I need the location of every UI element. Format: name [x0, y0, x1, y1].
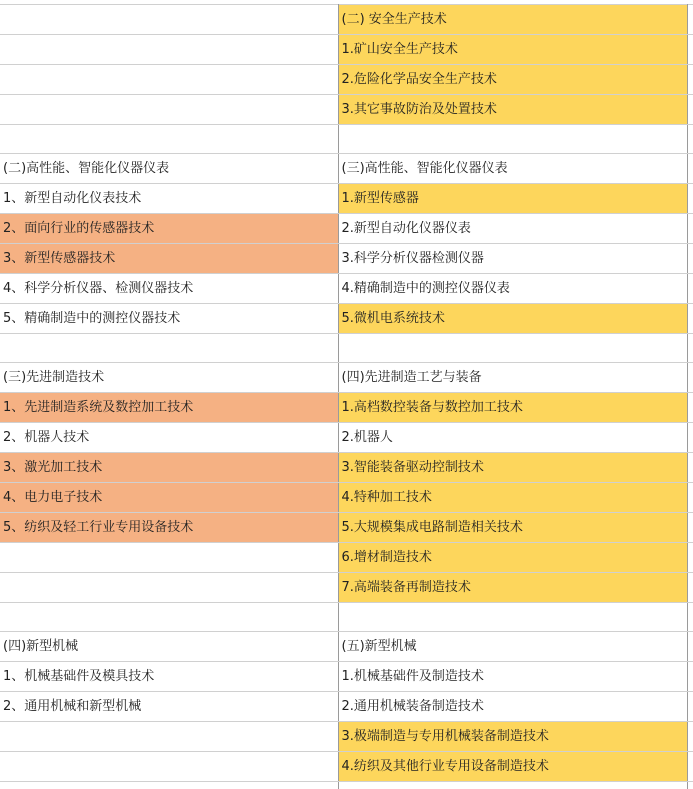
- sheet-row: [0, 782, 693, 789]
- sheet-row: [0, 363, 693, 393]
- right-cell[interactable]: 3.其它事故防治及处置技术: [338, 95, 687, 125]
- left-cell[interactable]: 2、通用机械和新型机械: [0, 692, 338, 722]
- right-cell[interactable]: (四)先进制造工艺与装备: [338, 363, 687, 393]
- next-column-cell[interactable]: [687, 363, 693, 393]
- right-cell[interactable]: 3.科学分析仪器检测仪器: [338, 244, 687, 274]
- left-cell[interactable]: 1、新型自动化仪表技术: [0, 184, 338, 214]
- sheet-row: [0, 5, 693, 35]
- right-cell[interactable]: 2.新型自动化仪器仪表: [338, 214, 687, 244]
- left-cell[interactable]: 4、科学分析仪器、检测仪器技术: [0, 274, 338, 304]
- left-cell[interactable]: 3、新型传感器技术: [0, 244, 338, 274]
- next-column-cell[interactable]: [687, 184, 693, 214]
- left-cell[interactable]: [0, 722, 338, 752]
- next-column-cell[interactable]: [687, 244, 693, 274]
- sheet-row: [0, 513, 693, 543]
- sheet-row: [0, 573, 693, 603]
- next-column-cell[interactable]: [687, 573, 693, 603]
- left-cell[interactable]: 1、机械基础件及模具技术: [0, 662, 338, 692]
- sheet-row: [0, 95, 693, 125]
- next-column-cell[interactable]: [687, 483, 693, 513]
- right-cell[interactable]: 1.矿山安全生产技术: [338, 35, 687, 65]
- next-column-cell[interactable]: [687, 423, 693, 453]
- next-column-cell[interactable]: [687, 334, 693, 363]
- left-cell[interactable]: 5、精确制造中的测控仪器技术: [0, 304, 338, 334]
- next-column-cell[interactable]: [687, 692, 693, 722]
- left-cell[interactable]: [0, 543, 338, 573]
- right-cell[interactable]: [338, 334, 687, 363]
- sheet-row: [0, 184, 693, 214]
- next-column-cell[interactable]: [687, 274, 693, 304]
- next-column-cell[interactable]: [687, 304, 693, 334]
- next-column-cell[interactable]: [687, 752, 693, 782]
- spreadsheet-grid: [0, 4, 693, 789]
- sheet-row: [0, 662, 693, 692]
- right-cell[interactable]: 1.新型传感器: [338, 184, 687, 214]
- left-cell[interactable]: 3、激光加工技术: [0, 453, 338, 483]
- sheet-row: [0, 125, 693, 154]
- next-column-cell[interactable]: [687, 95, 693, 125]
- right-cell[interactable]: 4.特种加工技术: [338, 483, 687, 513]
- right-cell[interactable]: 6.增材制造技术: [338, 543, 687, 573]
- left-cell[interactable]: [0, 603, 338, 632]
- sheet-row: [0, 65, 693, 95]
- right-cell[interactable]: 5.大规模集成电路制造相关技术: [338, 513, 687, 543]
- sheet-row: [0, 304, 693, 334]
- left-cell[interactable]: [0, 5, 338, 35]
- next-column-cell[interactable]: [687, 632, 693, 662]
- next-column-cell[interactable]: [687, 662, 693, 692]
- next-column-cell[interactable]: [687, 5, 693, 35]
- left-cell[interactable]: (二)高性能、智能化仪器仪表: [0, 154, 338, 184]
- sheet-row: [0, 393, 693, 423]
- grid-body: [0, 5, 693, 789]
- sheet-row: [0, 692, 693, 722]
- left-cell[interactable]: 2、机器人技术: [0, 423, 338, 453]
- right-cell[interactable]: 7.高端装备再制造技术: [338, 573, 687, 603]
- left-cell[interactable]: [0, 35, 338, 65]
- left-cell[interactable]: [0, 65, 338, 95]
- next-column-cell[interactable]: [687, 782, 693, 789]
- left-cell[interactable]: 1、先进制造系统及数控加工技术: [0, 393, 338, 423]
- next-column-cell[interactable]: [687, 65, 693, 95]
- sheet-row: [0, 334, 693, 363]
- next-column-cell[interactable]: [687, 603, 693, 632]
- left-cell[interactable]: [0, 752, 338, 782]
- next-column-cell[interactable]: [687, 513, 693, 543]
- sheet-row: [0, 274, 693, 304]
- left-cell[interactable]: [0, 95, 338, 125]
- sheet-row: [0, 483, 693, 513]
- right-cell[interactable]: [338, 782, 687, 789]
- right-cell[interactable]: 5.微机电系统技术: [338, 304, 687, 334]
- sheet-row: [0, 603, 693, 632]
- right-cell[interactable]: 3.智能装备驱动控制技术: [338, 453, 687, 483]
- left-cell[interactable]: [0, 125, 338, 154]
- left-cell[interactable]: (四)新型机械: [0, 632, 338, 662]
- right-cell[interactable]: [338, 125, 687, 154]
- sheet-row: [0, 453, 693, 483]
- sheet-row: [0, 35, 693, 65]
- right-cell[interactable]: 3.极端制造与专用机械装备制造技术: [338, 722, 687, 752]
- next-column-cell[interactable]: [687, 543, 693, 573]
- sheet-row: [0, 214, 693, 244]
- right-cell[interactable]: 4.精确制造中的测控仪器仪表: [338, 274, 687, 304]
- right-cell[interactable]: 2.机器人: [338, 423, 687, 453]
- right-cell[interactable]: [338, 603, 687, 632]
- right-cell[interactable]: 4.纺织及其他行业专用设备制造技术: [338, 752, 687, 782]
- sheet-row: [0, 154, 693, 184]
- left-cell[interactable]: [0, 573, 338, 603]
- left-cell[interactable]: [0, 782, 338, 789]
- sheet-row: [0, 543, 693, 573]
- right-cell[interactable]: 1.高档数控装备与数控加工技术: [338, 393, 687, 423]
- sheet-row: [0, 752, 693, 782]
- next-column-cell[interactable]: [687, 125, 693, 154]
- right-cell[interactable]: 1.机械基础件及制造技术: [338, 662, 687, 692]
- right-cell[interactable]: 2.通用机械装备制造技术: [338, 692, 687, 722]
- left-cell[interactable]: 5、纺织及轻工行业专用设备技术: [0, 513, 338, 543]
- next-column-cell[interactable]: [687, 722, 693, 752]
- right-cell[interactable]: 2.危险化学品安全生产技术: [338, 65, 687, 95]
- left-cell[interactable]: (三)先进制造技术: [0, 363, 338, 393]
- left-cell[interactable]: [0, 334, 338, 363]
- right-cell[interactable]: (二) 安全生产技术: [338, 5, 687, 35]
- sheet-row: [0, 722, 693, 752]
- right-cell[interactable]: (三)高性能、智能化仪器仪表: [338, 154, 687, 184]
- next-column-cell[interactable]: [687, 393, 693, 423]
- left-cell[interactable]: 2、面向行业的传感器技术: [0, 214, 338, 244]
- sheet-row: [0, 244, 693, 274]
- next-column-cell[interactable]: [687, 154, 693, 184]
- sheet-row: [0, 423, 693, 453]
- next-column-cell[interactable]: [687, 453, 693, 483]
- next-column-cell[interactable]: [687, 35, 693, 65]
- sheet-row: [0, 632, 693, 662]
- next-column-cell[interactable]: [687, 214, 693, 244]
- left-cell[interactable]: 4、电力电子技术: [0, 483, 338, 513]
- right-cell[interactable]: (五)新型机械: [338, 632, 687, 662]
